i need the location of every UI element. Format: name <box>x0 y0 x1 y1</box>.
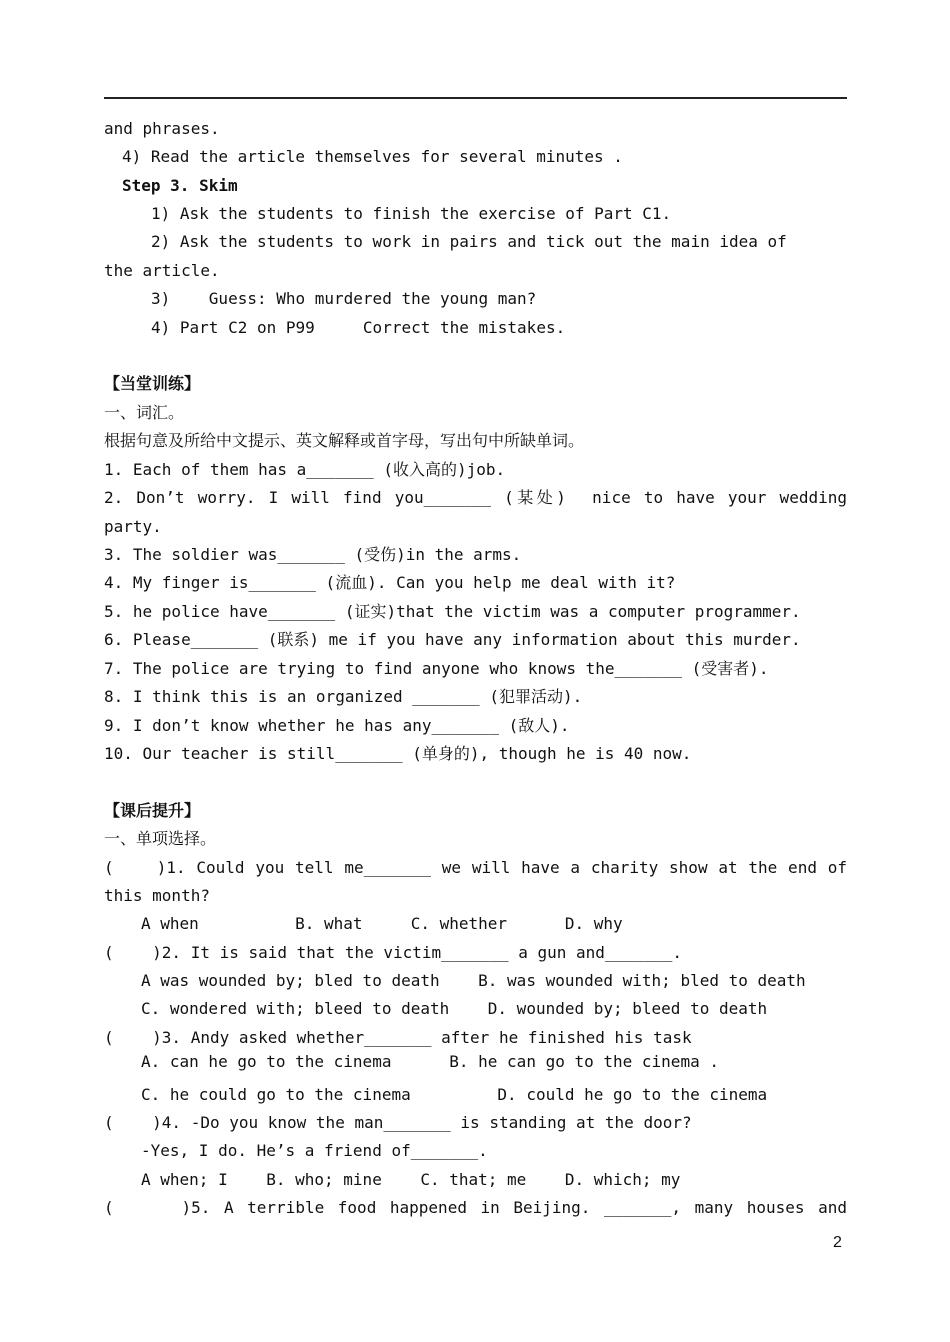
question-line: ( )2. It is said that the victim_______ a gun and_______. <box>104 943 682 962</box>
page-number: 2 <box>833 1234 842 1251</box>
options-line: A was wounded by; bled to death B. was wounded with; bled to death <box>141 971 806 990</box>
text-line: 3) Guess: Who murdered the young man? <box>151 289 537 308</box>
question-line: ( )4. -Do you know the man_______ is standing at the door? <box>104 1113 692 1132</box>
exercise-line: 7. The police are trying to find anyone who knows the_______ (受害者). <box>104 659 769 678</box>
exercise-line: 9. I don’t know whether he has any_______ (敌人). <box>104 716 570 735</box>
options-line: A. can he go to the cinema B. he can go to the cinema . <box>141 1052 719 1071</box>
text-line: 4) Read the article themselves for several minutes . <box>122 147 623 166</box>
exercise-line: party. <box>104 517 162 536</box>
exercise-line: 10. Our teacher is still_______ (单身的), though he is 40 now. <box>104 744 692 763</box>
exercise-line: 5. he police have_______ (证实)that the victim was a computer programmer. <box>104 602 801 621</box>
options-line: C. wondered with; bleed to death D. wounded by; bleed to death <box>141 999 768 1018</box>
options-line: A when; I B. who; mine C. that; me D. which; my <box>141 1170 681 1189</box>
exercise-line: 3. The soldier was_______ (受伤)in the arms. <box>104 545 522 564</box>
exercise-line: 2. Don’t worry. I will find you_______ (某处) nice to have your wedding <box>104 488 847 507</box>
exercise-line: 4. My finger is_______ (流血). Can you help me deal with it? <box>104 573 676 592</box>
section-heading: 【课后提升】 <box>104 801 201 820</box>
question-line: ( )5. A terrible food happened in Beijing. _______, many houses and <box>104 1198 847 1217</box>
text-line: 4) Part C2 on P99 Correct the mistakes. <box>151 318 566 337</box>
header-rule <box>104 97 847 99</box>
exercise-line: 1. Each of them has a_______ (收入高的)job. <box>104 460 506 479</box>
subsection-heading: 一、单项选择。 <box>104 829 217 848</box>
options-line: A when B. what C. whether D. why <box>141 914 623 933</box>
instruction-line: 根据句意及所给中文提示、英文解释或首字母，写出句中所缺单词。 <box>104 431 585 450</box>
exercise-line: 6. Please_______ (联系) me if you have any information about this murder. <box>104 630 801 649</box>
text-line: 2) Ask the students to work in pairs and tick out the main idea of <box>151 232 787 251</box>
text-line: the article. <box>104 261 220 280</box>
options-line: C. he could go to the cinema D. could he go to the cinema <box>141 1085 768 1104</box>
question-line: ( )3. Andy asked whether_______ after he finished his task <box>104 1028 692 1047</box>
exercise-line: 8. I think this is an organized _______ (犯罪活动). <box>104 687 583 706</box>
dialogue-line: -Yes, I do. He’s a friend of_______. <box>141 1141 488 1160</box>
question-line: this month? <box>104 886 210 905</box>
step-heading: Step 3. Skim <box>122 176 238 195</box>
section-heading: 【当堂训练】 <box>104 374 201 393</box>
subsection-heading: 一、词汇。 <box>104 403 185 422</box>
text-line: and phrases. <box>104 119 220 138</box>
question-line: ( )1. Could you tell me_______ we will have a charity show at the end of <box>104 858 847 877</box>
text-line: 1) Ask the students to finish the exercise of Part C1. <box>151 204 672 223</box>
